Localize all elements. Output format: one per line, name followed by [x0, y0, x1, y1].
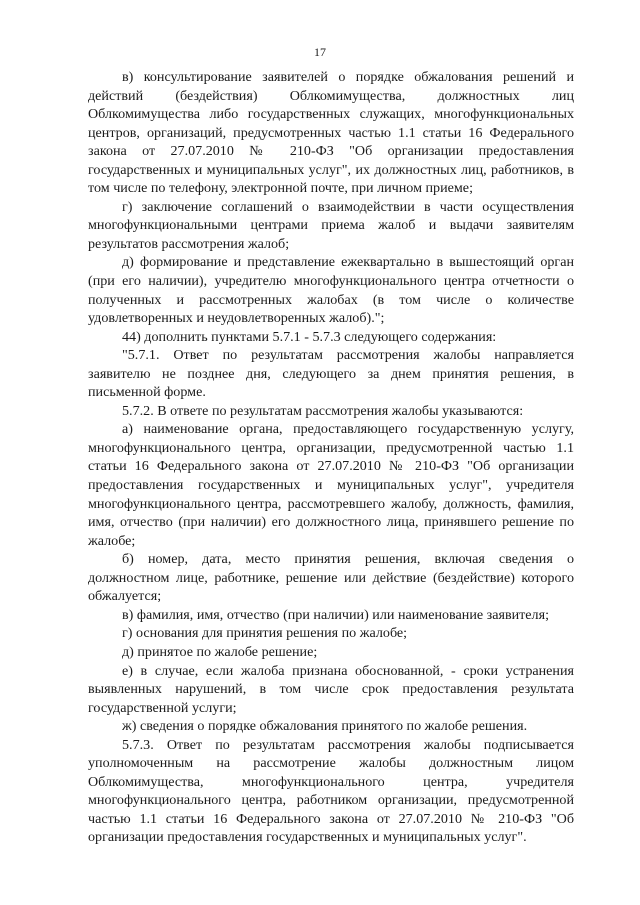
page-number: 17 [314, 45, 326, 59]
paragraph-d-reporting: д) формирование и представление ежеквартально в вышестоящий орган (при его наличии), учредителю многофункционального центра отчетности о полученных и рассмотренных жалобах (в том числе о количестве удовлетворенных и неудовлетворенных жалоб)."; [88, 254, 574, 327]
paragraph-e-remedy-terms: е) в случае, если жалоба признана обоснованной, - сроки устранения выявленных нарушений, в том числе срок предоставления результата государственной услуги; [88, 662, 574, 716]
document-body [88, 68, 574, 847]
paragraph-a-organ-name: а) наименование органа, предоставляющего государственную услугу, многофункционального центра, организации, предусмотренной частью 1.1 статьи 16 Федерального закона от 27.07.2010 № 210-ФЗ "Об организации предоставления государственных и муниципальных услуг", учредителя многофункционального центра, рассмотревшего жалобу, должность, фамилия, имя, отчество (при наличии) его должностного лица, принявшего решение по жалобе; [88, 421, 574, 549]
paragraph-b-decision-details: б) номер, дата, место принятия решения, включая сведения о должностном лице, работнике, решение или действие (бездействие) которого обжалуется; [88, 551, 574, 605]
paragraph-g-agreements: г) заключение соглашений о взаимодействии в части осуществления многофункциональными центрами приема жалоб и выдачи заявителям результатов рассмотрения жалоб; [88, 198, 574, 252]
paragraph-g-grounds: г) основания для принятия решения по жалобе; [122, 625, 408, 642]
paragraph-44-amendment: 44) дополнить пунктами 5.7.1 - 5.7.3 следующего содержания: [122, 328, 497, 345]
paragraph-5-7-2: 5.7.2. В ответе по результатам рассмотрения жалобы указываются: [122, 402, 524, 419]
paragraph-v-consulting: в) консультирование заявителей о порядке обжалования решений и действий (бездействия) Облкомимущества, должностных лиц Облкомимущества либо государственных служащих, многофункциональных центров, организаций, предусмотренных частью 1.1 статьи 16 Федерального закона от 27.07.2010 № 210-ФЗ "Об организации предоставления государственных и муниципальных услуг", их должностных лиц, работников, в том числе по телефону, электронной почте, при личном приеме; [88, 69, 574, 197]
paragraph-v-applicant-name: в) фамилия, имя, отчество (при наличии) или наименование заявителя; [122, 606, 549, 623]
paragraph-5-7-1: "5.7.1. Ответ по результатам рассмотрения жалобы направляется заявителю не позднее дня, следующего за днем принятия решения, в письменной форме. [88, 347, 574, 401]
paragraph-5-7-3: 5.7.3. Ответ по результатам рассмотрения жалобы подписывается уполномоченным на рассмотрение жалобы должностным лицом Облкомимущества, многофункционального центра, учредителя многофункционального центра, работником организации, предусмотренной частью 1.1 статьи 16 Федерального закона от 27.07.2010 № 210-ФЗ "Об организации предоставления государственных и муниципальных услуг". [88, 736, 574, 846]
paragraph-d-decision: д) принятое по жалобе решение; [122, 643, 318, 660]
paragraph-zh-appeal-order: ж) сведения о порядке обжалования принятого по жалобе решения. [122, 718, 528, 735]
